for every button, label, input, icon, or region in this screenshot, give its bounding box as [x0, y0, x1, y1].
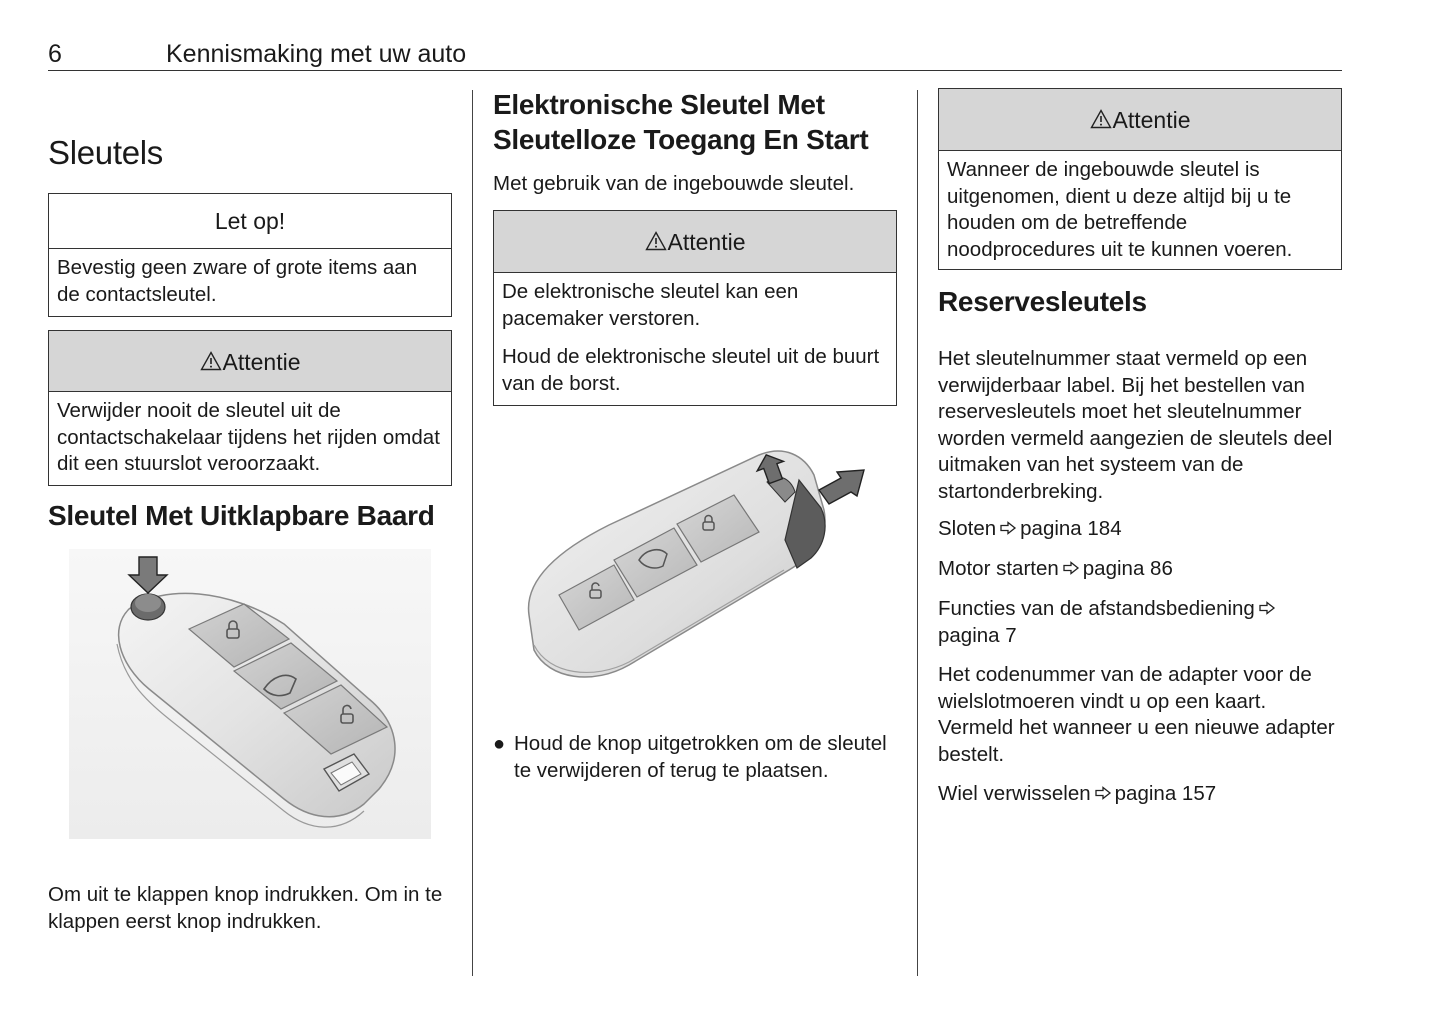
warning-box — [48, 330, 452, 486]
warning-box — [938, 88, 1342, 270]
bullet-item — [493, 731, 897, 784]
note-title: Let op! — [49, 194, 451, 249]
warning-box — [493, 210, 897, 406]
spare-keys-heading: Reservesleutels — [938, 286, 1147, 317]
warning-triangle-icon — [645, 231, 667, 251]
cross-reference-arrow-icon — [1258, 601, 1276, 615]
warning-header — [939, 89, 1341, 151]
note-paragraph: Bevestig geen zware of grote items aan de contactsleutel. — [57, 256, 418, 306]
bullet-text: Houd de knop uitgetrokken om de sleutel te verwijderen of terug te plaatsen. — [514, 732, 887, 782]
warning-title: Attentie — [222, 349, 301, 375]
chapter-title: Kennismaking met uw auto — [166, 40, 467, 68]
warning-paragraph: Verwijder nooit de sleutel uit de contactschakelaar tijdens het rijden omdat dit een stuurslot veroorzaakt. — [57, 399, 440, 475]
adapter-text: Het codenummer van de adapter voor de wielslotmoeren vindt u op een kaart. Vermeld het wanneer u een nieuwe adapter bestelt. — [938, 663, 1335, 766]
warning-paragraph: Wanneer de ingebouwde sleutel is uitgenomen, dient u deze altijd bij u te houden om de betreffende noodprocedures uit te kunnen voeren. — [947, 158, 1293, 261]
note-text — [49, 249, 451, 308]
section-title: Sleutels — [48, 134, 164, 171]
page-header — [48, 36, 1342, 71]
warning-paragraph: Houd de elektronische sleutel uit de buurt van de borst. — [502, 345, 880, 395]
xref-remote-functions[interactable]: Functies van de afstandsbediening pagina 7 — [938, 596, 1342, 649]
warning-header — [494, 211, 896, 273]
warning-text — [939, 151, 1341, 263]
xref-engine-start[interactable]: Motor starten pagina 86 — [938, 557, 1173, 580]
cross-reference-arrow-icon — [999, 521, 1017, 535]
electronic-key-heading: Elektronische Sleutel Met Sleutelloze Toegang En Start — [493, 89, 869, 155]
warning-header — [49, 331, 451, 392]
xref-locks[interactable]: Sloten pagina 184 — [938, 517, 1122, 540]
bullet-dot: ● — [493, 733, 506, 755]
spare-keys-text: Het sleutelnummer staat vermeld op een verwijderbaar label. Bij het bestellen van reservesleutels moet het sleutelnummer worden vermeld aangezien de sleutels deel uitmaken van het systeem van de startonderbreking. — [938, 347, 1333, 503]
warning-text — [494, 273, 896, 397]
warning-triangle-icon — [1090, 109, 1112, 129]
xref-wheel-change[interactable]: Wiel verwisselen pagina 157 — [938, 782, 1217, 805]
flip-key-caption: Om uit te klappen knop indrukken. Om in te klappen eerst knop indrukken. — [48, 883, 443, 933]
warning-triangle-icon — [200, 351, 222, 371]
warning-title: Attentie — [1112, 107, 1191, 133]
cross-reference-arrow-icon — [1062, 561, 1080, 575]
warning-text — [49, 392, 451, 478]
note-box — [48, 193, 452, 317]
page-number: 6 — [48, 40, 62, 68]
flip-key-heading: Sleutel Met Uitklapbare Baard — [48, 500, 435, 531]
cross-reference-arrow-icon — [1094, 786, 1112, 800]
electronic-key-illustration — [519, 440, 879, 705]
flip-key-illustration — [69, 549, 431, 844]
warning-paragraph: De elektronische sleutel kan een pacemaker verstoren. — [502, 280, 799, 330]
column-divider — [917, 90, 918, 976]
column-divider — [472, 90, 473, 976]
electronic-key-intro: Met gebruik van de ingebouwde sleutel. — [493, 172, 855, 195]
warning-title: Attentie — [667, 229, 746, 255]
